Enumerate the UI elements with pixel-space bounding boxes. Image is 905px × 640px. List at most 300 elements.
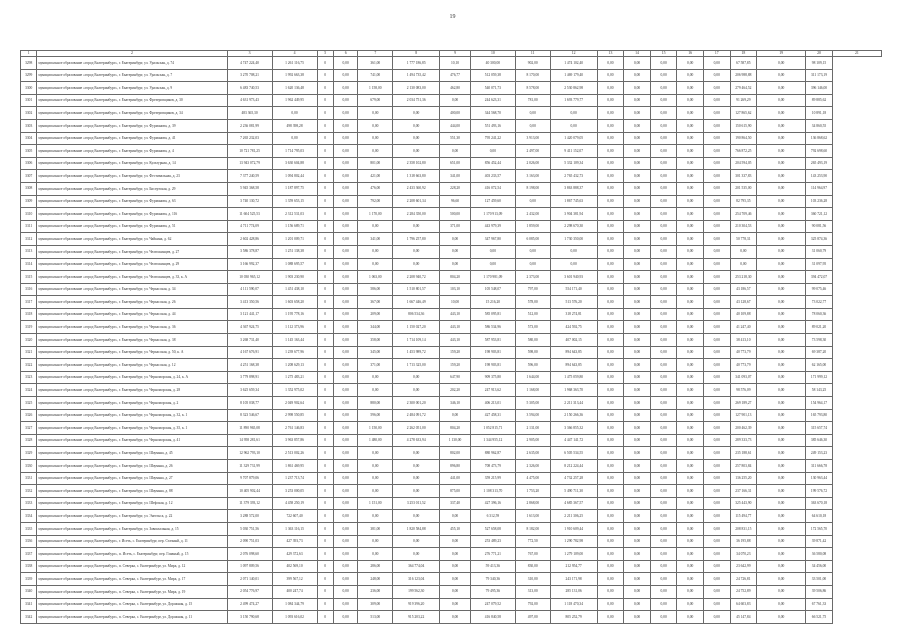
value-cell: 1 237 713,74 [272,472,317,485]
value-cell: 0,00 [650,57,677,70]
value-cell: 0,00 [597,371,624,384]
row-id: 3299 [21,69,37,82]
value-cell: 0,00 [650,548,677,561]
value-cell: 0,00 [624,472,651,485]
value-cell: 0,00 [597,434,624,447]
value-cell: 0,00 [677,472,704,485]
value-cell: 0,00 [470,145,515,158]
column-number: 7 [358,51,393,57]
value-cell: 0,00 [757,69,806,82]
value-cell: 58 143,25 [806,384,833,397]
value-cell: 443 979,39 [470,220,515,233]
value-cell: 0,00 [393,220,440,233]
value-cell: 9 411 152,07 [550,145,597,158]
value-cell: 0,00 [597,195,624,208]
column-number: 12 [550,51,597,57]
table-row [21,409,882,422]
table-row [21,371,882,384]
value-cell: 0,00 [650,447,677,460]
value-cell: 12 962 793,10 [227,447,272,460]
value-cell: 0,00 [650,409,677,422]
value-cell: 0,00 [677,170,704,183]
value-cell: 3 413 350,56 [227,296,272,309]
value-cell: 0,00 [703,359,730,372]
value-cell: 4 447 141,72 [550,434,597,447]
value-cell: 257 803,84 [730,460,757,473]
value-cell: 0,00 [650,422,677,435]
value-cell: 0,00 [358,371,393,384]
value-cell: 0,00 [597,107,624,120]
value-cell: 2 326,00 [515,460,550,473]
value-cell: 0,00 [677,258,704,271]
value-cell: 1 170 981,09 [470,271,515,284]
value-cell: 1 093 616,02 [272,611,317,624]
value-cell: 248,00 [358,573,393,586]
value-cell: 772,50 [515,535,550,548]
value-cell: 0,00 [597,447,624,460]
value-cell: 0,00 [757,585,806,598]
value-cell: 0,00 [333,522,358,535]
address-cell: муниципальное образование «город Екатеринбург», г. Екатеринбург, ул. Черкасская, д. 38 [37,334,227,347]
address-cell: муниципальное образование «город Екатеринбург», г. Екатеринбург, ул. Уральская, д. 9 [37,82,227,95]
table-row [21,611,882,624]
value-cell: 206 988,88 [730,69,757,82]
row-id: 3316 [21,283,37,296]
value-cell: 2 432,00 [515,208,550,221]
value-cell: 0 [317,245,333,258]
value-cell: 34 070,23 [730,548,757,561]
value-cell: 5 030 751,56 [227,522,272,535]
row-id: 3341 [21,598,37,611]
value-cell: 316 123,04 [393,573,440,586]
value-cell: 0,00 [757,522,806,535]
value-cell: 0,00 [677,611,704,624]
value-cell: 0,00 [624,560,651,573]
value-cell: 0,00 [650,346,677,359]
value-cell: 1 195 778,16 [272,308,317,321]
value-cell: 1 644,00 [515,371,550,384]
value-cell: 0,00 [757,535,806,548]
address-cell: муниципальное образование «город Екатеринбург», г. Екатеринбург, ул. Шаумяна, д. 27 [37,472,227,485]
value-cell: 4 167 676,91 [227,346,272,359]
value-cell: 0,00 [677,522,704,535]
value-cell: 0,00 [624,447,651,460]
value-cell: 0,00 [333,598,358,611]
address-cell: муниципальное образование «город Екатеринбург», г. Екатеринбург, ул. Черкасская, д. 34 [37,283,227,296]
table-row [21,359,882,372]
value-cell: 98 109,15 [806,57,833,70]
value-cell: 0,00 [624,220,651,233]
value-cell: 2 150 266,36 [550,409,597,422]
value-cell: 0,00 [624,485,651,498]
value-cell: 0,00 [703,157,730,170]
value-cell: 0,00 [677,397,704,410]
value-cell: 0,00 [333,585,358,598]
value-cell: 136 255,20 [730,472,757,485]
value-cell: 4 631 973,43 [227,94,272,107]
value-cell: 0,00 [358,472,393,485]
value-cell: 0,00 [703,585,730,598]
table-row [21,119,882,132]
value-cell: 1 168,00 [515,384,550,397]
address-cell: муниципальное образование «город Екатеринбург», г. Екатеринбург, ул. Фрезеровщиков, д. 34 [37,107,227,120]
value-cell: 1 084 344,79 [272,598,317,611]
value-cell: 0,00 [757,233,806,246]
value-cell: 0,00 [650,182,677,195]
value-cell: 385 646,30 [806,434,833,447]
value-cell: 243 171,98 [550,573,597,586]
address-cell: муниципальное образование «город Екатеринбург», г. Екатеринбург, ул. Черкасская, д. 36 [37,321,227,334]
value-cell: 0,00 [393,119,440,132]
column-number: 1 [21,51,37,57]
value-cell: 0 [317,485,333,498]
value-cell: 0,00 [597,485,624,498]
value-cell: 0,00 [757,397,806,410]
value-cell: 0,00 [703,170,730,183]
address-cell: муниципальное образование «город Екатеринбург», г. Екатеринбург, ул. Фрезеровщиков, д. 30 [37,94,227,107]
value-cell: 3 601 940,93 [550,271,597,284]
value-cell: 8 182,00 [515,522,550,535]
table-row [21,497,882,510]
value-cell: 0,00 [650,485,677,498]
value-cell: 0 [317,346,333,359]
value-cell: 1 962 449,95 [272,94,317,107]
value-cell: 0,00 [703,69,730,82]
value-cell: 1 094 802,44 [272,170,317,183]
value-cell: 40 773,79 [730,346,757,359]
value-cell: 114 964,97 [806,182,833,195]
value-cell: 0,00 [650,107,677,120]
value-cell: 830,00 [515,560,550,573]
value-cell: 0,00 [624,208,651,221]
value-cell: 3 270 708,21 [227,69,272,82]
value-cell: 585 095,81 [470,308,515,321]
value-cell: 0,00 [677,182,704,195]
value-cell: 0,00 [597,535,624,548]
value-cell: 0,00 [333,359,358,372]
value-cell: 0,00 [597,132,624,145]
value-cell: 3 863 888,37 [550,182,597,195]
row-id: 3313 [21,245,37,258]
value-cell: 0,00 [703,132,730,145]
value-cell: 341 093,07 [730,371,757,384]
value-cell: 0,00 [440,573,471,586]
value-cell: 0,00 [650,611,677,624]
value-cell: 289 333,73 [730,434,757,447]
column-number: 11 [515,51,550,57]
column-number: 15 [650,51,677,57]
value-cell: 0,00 [358,384,393,397]
value-cell: 0,00 [333,384,358,397]
value-cell: 500,00 [440,208,471,221]
value-cell: 483 365,30 [227,107,272,120]
value-cell: 0 [317,359,333,372]
value-cell: 4 685 367,57 [550,497,597,510]
column-number: 6 [333,51,358,57]
row-id: 3325 [21,397,37,410]
value-cell: 0,00 [757,182,806,195]
value-cell: 0,00 [333,258,358,271]
value-cell: 527 658,08 [470,522,515,535]
value-cell: 578,00 [515,296,550,309]
value-cell: 0,00 [624,182,651,195]
value-cell: 0,00 [333,334,358,347]
value-cell: 2 868,00 [515,497,550,510]
value-cell: 31 097,95 [806,258,833,271]
table-row [21,447,882,460]
row-id: 3315 [21,271,37,284]
value-cell: 0,00 [333,535,358,548]
address-cell: муниципальное образование «город Екатеринбург», г. Екатеринбург, ул. Уральская, д. 74 [37,57,227,70]
value-cell: 0,00 [597,57,624,70]
value-cell: 0,00 [677,485,704,498]
row-id: 3324 [21,384,37,397]
value-cell: 3 625 659,34 [227,384,272,397]
value-cell: 0,00 [703,220,730,233]
value-cell: 0,00 [333,321,358,334]
address-cell: муниципальное образование «город Екатеринбург», п. Северка, с. Екатеринбург, ул. Мира, д. 19 [37,585,227,598]
value-cell: 105 548,07 [470,283,515,296]
column-number: 10 [470,51,515,57]
table-row [21,170,882,183]
value-cell: 0,00 [650,535,677,548]
value-cell: 82 795,35 [730,195,757,208]
value-cell: 2 998 550,85 [272,409,317,422]
value-cell: 1 170 913,09 [470,208,515,221]
table-row [21,107,882,120]
value-cell: 0,00 [703,195,730,208]
value-cell: 363 670,18 [806,497,833,510]
value-cell: 1 603 658,20 [272,296,317,309]
value-cell: 3 121 441,17 [227,308,272,321]
value-cell: 0,00 [677,119,704,132]
value-cell: 1 279 109,00 [550,548,597,561]
value-cell: 2 484 091,72 [393,409,440,422]
value-cell: 0,00 [677,271,704,284]
value-cell: 1 275 483,21 [272,371,317,384]
table-row [21,573,882,586]
value-cell: 0 [317,82,333,95]
row-id: 3309 [21,195,37,208]
value-cell: 0,00 [650,233,677,246]
value-cell: 551,30 [440,132,471,145]
address-cell: муниципальное образование «город Екатеринбург», г. Екатеринбург, ул. Челюскинцев, д. 33, к. А [37,271,227,284]
value-cell: 0 [317,535,333,548]
value-cell: 596,00 [515,359,550,372]
value-cell: 0,00 [757,271,806,284]
value-cell: 0,00 [650,296,677,309]
value-cell: 0 [317,497,333,510]
value-cell: 802,00 [440,447,471,460]
address-cell: муниципальное образование «город Екатеринбург», г. Екатеринбург, ул. Фурманова, д. 39 [37,119,227,132]
value-cell: 0,00 [650,371,677,384]
value-cell: 781,00 [515,94,550,107]
address-cell: муниципальное образование «город Екатеринбург», г. Екатеринбург, ул. Черноморская, д. 32, к. 1 [37,409,227,422]
value-cell: 0 [317,409,333,422]
value-cell: 2 635,00 [515,447,550,460]
value-cell: 0,00 [550,119,597,132]
value-cell: 0,00 [650,220,677,233]
address-cell: муниципальное образование «город Екатеринбург», г. Екатеринбург, ул. Шаумяна, д. 26 [37,460,227,473]
value-cell: 1 344 955,12 [470,434,515,447]
value-cell: 0,00 [757,434,806,447]
column-number: 13 [597,51,624,57]
value-cell: 103,10 [440,283,471,296]
row-id: 3338 [21,560,37,573]
value-cell: 1 510 801,57 [393,283,440,296]
row-id: 3311 [21,220,37,233]
row-id: 3328 [21,434,37,447]
value-cell: 0,00 [393,472,440,485]
value-cell: 40 300,00 [470,57,515,70]
value-cell: 1 156 689,71 [272,220,317,233]
value-cell: 0,00 [650,472,677,485]
value-cell: 39 871,42 [806,535,833,548]
value-cell: 0,00 [624,119,651,132]
value-cell: 476,00 [358,182,393,195]
value-cell: 0 [317,195,333,208]
value-cell: 3 586 378,87 [227,245,272,258]
value-cell: 301 337,83 [730,170,757,183]
value-cell: 0,00 [703,560,730,573]
value-cell: 0,00 [677,384,704,397]
value-cell: 1 992 663,38 [272,69,317,82]
value-cell: 2 373,00 [515,271,550,284]
value-cell: 8 170,00 [515,69,550,82]
value-cell: 0,00 [757,145,806,158]
table-row [21,233,882,246]
value-cell: 0,00 [333,132,358,145]
value-cell: 0,00 [677,460,704,473]
value-cell: 0 [317,510,333,523]
value-cell: 0,00 [624,195,651,208]
value-cell: 0,00 [624,258,651,271]
row-id: 3301 [21,94,37,107]
value-cell: 0,00 [703,548,730,561]
value-cell: 0,00 [757,472,806,485]
value-cell: 0,00 [677,132,704,145]
value-cell: 201 535,00 [730,182,757,195]
value-cell: 0,00 [650,132,677,145]
value-cell: 1 150,00 [358,422,393,435]
value-cell: 235 188,61 [730,447,757,460]
value-cell: 0,00 [333,573,358,586]
value-cell: 1 097 809,56 [227,560,272,573]
value-cell: 0 [317,422,333,435]
value-cell: 0,00 [470,258,515,271]
value-cell: 0,00 [393,485,440,498]
value-cell: 253 489,23 [470,535,515,548]
value-cell: 424 592,75 [550,321,597,334]
value-cell: 0,00 [333,397,358,410]
value-cell: 1 730 350,00 [550,233,597,246]
value-cell: 9 707 879,06 [227,472,272,485]
value-cell: 0,00 [757,321,806,334]
value-cell: 247 079,52 [470,598,515,611]
value-cell: 1 753,20 [515,485,550,498]
value-cell: 199 562,30 [393,585,440,598]
value-cell: 0,00 [624,233,651,246]
address-cell: муниципальное образование «город Екатеринбург», г. Екатеринбург, ул. Черкасская, д. 44 [37,308,227,321]
value-cell: 0,00 [703,283,730,296]
column-number: 19 [757,51,806,57]
address-cell: муниципальное образование «город Екатеринбург», г. Екатеринбург, ул. Чайкина, д. 62 [37,233,227,246]
value-cell: 13 943 072,79 [227,157,272,170]
value-cell: 0,00 [597,510,624,523]
value-cell: 0 [317,182,333,195]
value-cell: 0,00 [757,409,806,422]
value-cell: 14 958 281,61 [227,434,272,447]
value-cell: 0,00 [677,195,704,208]
value-cell: 512 059,38 [470,69,515,82]
value-cell: 0,00 [650,359,677,372]
value-cell: 208 831,15 [730,522,757,535]
value-cell: 237 166,31 [730,485,757,498]
value-cell: 2 300 001,20 [393,397,440,410]
value-cell: 0,00 [650,119,677,132]
value-cell: 0,00 [677,82,704,95]
address-cell: муниципальное образование «город Екатеринбург», г. Екатеринбург, ул. Черноморская, д. 2 [37,397,227,410]
value-cell: 43 128,67 [730,296,757,309]
value-cell: 513 576,20 [550,296,597,309]
value-cell: 0,00 [597,548,624,561]
value-cell: 0,00 [393,258,440,271]
row-id: 3310 [21,208,37,221]
value-cell: 0,00 [757,497,806,510]
value-cell: 0,00 [703,208,730,221]
row-id: 3329 [21,447,37,460]
value-cell: 171 999,12 [806,371,833,384]
value-cell: 0,00 [333,82,358,95]
row-id: 3306 [21,157,37,170]
value-cell: 1 170,00 [358,208,393,221]
value-cell: 8 198,00 [515,182,550,195]
address-cell: муниципальное образование «город Екатеринбург», г. Екатеринбург, ул. Бисертская, д. 29 [37,182,227,195]
value-cell: 0 [317,397,333,410]
value-cell: 0,00 [703,409,730,422]
value-cell: 476,77 [440,69,471,82]
value-cell: 249 153,23 [806,447,833,460]
value-cell: 0,00 [650,245,677,258]
value-cell: 202,20 [440,384,471,397]
value-cell: 24 752,89 [730,585,757,598]
value-cell: 651,00 [440,157,471,170]
value-cell: 0,00 [624,82,651,95]
value-cell: 0,00 [677,208,704,221]
value-cell: 3 740 130,72 [227,195,272,208]
value-cell: 0,00 [677,308,704,321]
value-cell: 0,00 [757,296,806,309]
value-cell: 0,00 [597,397,624,410]
row-id: 3320 [21,334,37,347]
value-cell: 427 458,31 [470,409,515,422]
address-cell: муниципальное образование «город Екатеринбург», г. Екатеринбург, ул. Черноморская, д. 24, к. А [37,371,227,384]
value-cell: 0 [317,271,333,284]
value-cell: 360 721,12 [806,208,833,221]
value-cell: 4 458 250,19 [272,497,317,510]
column-number: 3 [227,51,272,57]
value-cell: 311 173,19 [806,69,833,82]
value-cell: 3 594,00 [515,409,550,422]
value-cell: 0,00 [677,548,704,561]
value-cell: 462,80 [440,82,471,95]
value-cell: 0,00 [624,321,651,334]
value-cell: 33 501,00 [806,573,833,586]
value-cell: 210 304,53 [730,220,757,233]
row-id: 3330 [21,460,37,473]
value-cell: 0,00 [650,82,677,95]
table-row [21,334,882,347]
